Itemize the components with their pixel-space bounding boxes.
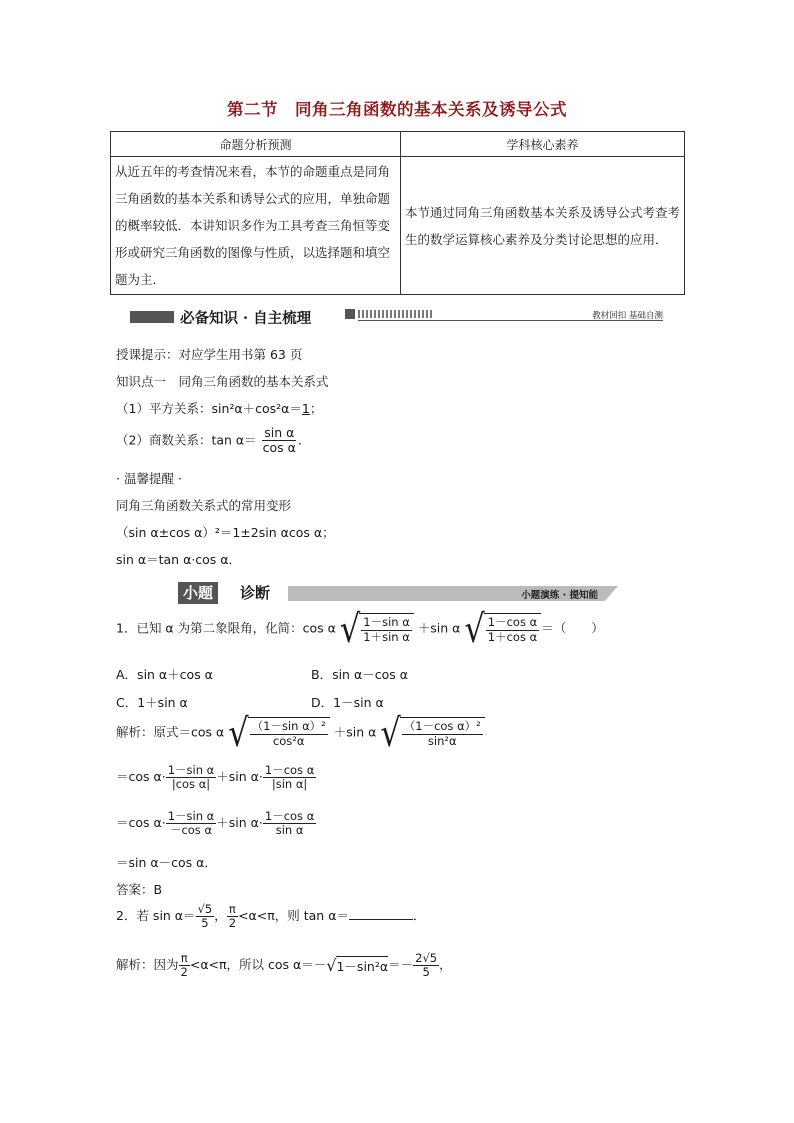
option-b: B．sin α－cos α — [311, 667, 408, 682]
radicand-fraction — [250, 720, 328, 747]
banner-subtitle: 小题演练 · 提知能 — [521, 590, 598, 601]
fraction-denominator: 1＋cos α — [487, 629, 538, 644]
radical-sign: √ — [326, 956, 337, 976]
solution-1-line-3 — [116, 810, 316, 837]
section-banner-knowledge — [130, 307, 665, 329]
solution-fraction — [263, 810, 316, 837]
tip-line: sin α＝tan α·cos α． — [116, 552, 242, 567]
radicand-fraction — [361, 616, 412, 643]
fraction-numerator: π — [228, 902, 236, 916]
fraction-denominator: sin α — [275, 823, 304, 838]
solution-1-line-2 — [116, 764, 316, 791]
fraction-numerator: 1－cos α — [264, 809, 315, 823]
question-2 — [116, 903, 425, 930]
sqrt-expression — [464, 606, 541, 652]
question-2-text: ， — [214, 908, 227, 924]
fraction-denominator: |cos α| — [171, 777, 211, 792]
solution-fraction — [166, 810, 217, 837]
radical-sign: √ — [339, 606, 361, 652]
fraction-denominator: 1＋sin α — [363, 629, 410, 644]
option-d: D．1－sin α — [311, 695, 384, 710]
question-fraction — [196, 903, 215, 930]
banner-box-label: 小题 — [178, 582, 218, 604]
answer-blank[interactable] — [349, 907, 413, 920]
solution-text: 解析：原式＝cos α — [116, 724, 225, 740]
fraction-numerator: sin α — [264, 425, 295, 440]
solution-text: ＋sin α· — [216, 815, 263, 831]
fraction-denominator: －cos α — [169, 823, 213, 838]
fraction-numerator: 1－cos α — [264, 763, 315, 777]
question-2-stem: 2．若 sin α＝ — [116, 908, 196, 924]
square-relation — [116, 399, 322, 417]
table-cell-analysis: 从近五年的考查情况来看，本节的命题重点是同角三角函数的基本关系和诱导公式的应用，单独命题的概率较低．本讲知识多作为工具考查三角恒等变形或研究三角函数的图像与性质，以选择题和填空题为主． — [111, 157, 401, 295]
fraction-numerator: 1－cos α — [487, 615, 538, 630]
option-a: A．sin α＋cos α — [116, 667, 213, 682]
solution-text: ＝cos α· — [116, 815, 166, 831]
fraction-denominator: 2 — [228, 916, 237, 931]
banner-subtitle: 教材回扣 基础自测 — [592, 311, 663, 321]
radicand-fraction — [402, 720, 483, 747]
analysis-table — [110, 131, 685, 295]
square-relation-suffix: ； — [309, 401, 323, 416]
radicand-fraction — [486, 616, 539, 643]
table-header-analysis: 命题分析预测 — [111, 132, 401, 157]
square-relation-text: （1）平方关系：sin²α＋cos²α＝ — [116, 401, 302, 416]
solution-text: 解析：因为 — [116, 957, 179, 973]
fraction-denominator: cos²α — [272, 733, 305, 748]
solution-fraction — [166, 764, 217, 791]
square-relation-answer: 1 — [301, 401, 310, 416]
tip-line: （sin α±cos α）²＝1±2sin αcos α； — [116, 525, 335, 540]
banner-dotted-line — [358, 310, 434, 318]
solution-2-line-1 — [116, 952, 452, 979]
knowledge-point-title: 知识点一 同角三角函数的基本关系式 — [116, 374, 329, 389]
question-1-mid: ＋sin α — [417, 620, 461, 636]
solution-fraction — [179, 952, 190, 979]
page-title: 第二节 同角三角函数的基本关系及诱导公式 — [227, 100, 567, 119]
section-banner-diagnosis — [178, 582, 618, 604]
fraction-denominator: |sin α| — [271, 777, 308, 792]
banner-square — [345, 309, 355, 319]
sqrt-expression — [380, 710, 484, 756]
question-2-suffix: ． — [412, 908, 426, 924]
lesson-hint: 授课提示：对应学生用书第 63 页 — [116, 347, 303, 362]
sqrt-expression — [339, 606, 414, 652]
tip-title: · 温馨提醒 · — [116, 471, 182, 486]
fraction-numerator: 1－sin α — [167, 809, 215, 823]
radical-sign: √ — [464, 606, 485, 652]
tip-line: 同角三角函数关系式的常用变形 — [116, 498, 292, 513]
radical-sign: √ — [228, 710, 249, 756]
solution-1-line-1 — [116, 710, 485, 756]
banner-dark-block — [130, 311, 174, 323]
answer-1: 答案：B — [116, 882, 163, 897]
fraction-numerator: 1－sin α — [363, 615, 410, 630]
quotient-relation-suffix: . — [297, 432, 302, 448]
solution-text: ， — [439, 957, 452, 973]
fraction-numerator: （1－sin α）² — [251, 719, 326, 734]
fraction-numerator: √5 — [197, 902, 213, 916]
solution-text: ＋sin α· — [216, 769, 263, 785]
solution-fraction — [263, 764, 316, 791]
radicand: 1－sin²α — [336, 956, 388, 975]
table-header-literacy: 学科核心素养 — [401, 132, 685, 157]
quotient-relation — [116, 426, 302, 456]
question-1 — [116, 606, 604, 652]
solution-text: ＝cos α· — [116, 769, 166, 785]
solution-text: ＝－ — [388, 957, 414, 973]
solution-fraction — [413, 952, 439, 979]
fraction-denominator: 5 — [422, 965, 430, 980]
radical-sign: √ — [380, 710, 401, 756]
option-c: C．1＋sin α — [116, 695, 188, 710]
fraction-denominator: sin²α — [427, 733, 457, 748]
fraction-numerator: （1－cos α）² — [403, 719, 481, 734]
solution-text: ＋sin α — [333, 724, 377, 740]
fraction-denominator: cos α — [262, 440, 296, 456]
question-2-text: <α<π，则 tan α＝ — [238, 908, 349, 924]
banner-title: 诊断 — [240, 584, 271, 602]
question-1-stem: 1．已知 α 为第二象限角，化简：cos α — [116, 620, 336, 636]
sqrt-expression — [228, 710, 330, 756]
quotient-fraction — [261, 426, 298, 456]
fraction-denominator: 2 — [180, 965, 188, 980]
question-fraction — [227, 903, 238, 930]
solution-text: <α<π，所以 cos α＝－ — [189, 957, 327, 973]
fraction-numerator: 2√5 — [415, 951, 438, 965]
sqrt-expression — [326, 956, 388, 975]
table-cell-literacy: 本节通过同角三角函数基本关系及诱导公式考查考生的数学运算核心素养及分类讨论思想的应用． — [401, 157, 685, 295]
fraction-numerator: π — [180, 951, 188, 965]
question-1-suffix: ＝（ ） — [541, 620, 604, 636]
fraction-numerator: 1－sin α — [167, 763, 215, 777]
solution-1-line-4: ＝sin α－cos α． — [116, 855, 217, 870]
fraction-denominator: 5 — [201, 916, 209, 931]
quotient-relation-text: （2）商数关系：tan α＝ — [116, 432, 257, 448]
banner-title: 必备知识 · 自主梳理 — [180, 310, 312, 327]
